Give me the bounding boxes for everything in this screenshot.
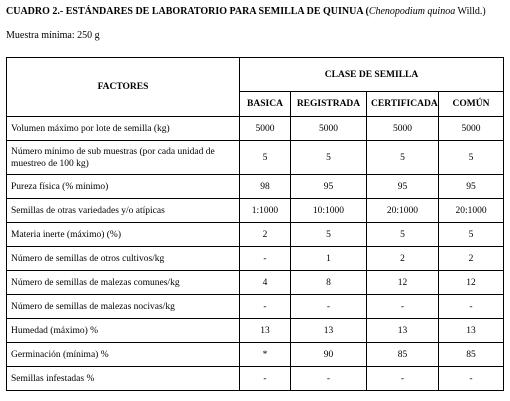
table-row <box>7 199 504 223</box>
value-cell: 4 <box>240 271 291 295</box>
value-cell: - <box>240 247 291 271</box>
value-cell: - <box>439 367 504 391</box>
value-cell: 5 <box>367 141 439 175</box>
value-cell: - <box>439 295 504 319</box>
value-cell: - <box>291 295 367 319</box>
value-cell: 13 <box>367 319 439 343</box>
factor-label: Humedad (máximo) % <box>7 319 240 343</box>
factor-label: Materia inerte (máximo) (%) <box>7 223 240 247</box>
factor-label: Semillas de otras variedades y/o atípicas <box>7 199 240 223</box>
table-row <box>7 141 504 175</box>
factors-header: FACTORES <box>7 58 240 117</box>
value-cell: * <box>240 343 291 367</box>
title-prefix: CUADRO 2.- ESTÁNDARES DE LABORATORIO PARA SEMILLA DE QUINUA ( <box>6 6 369 17</box>
sample-note: Muestra mínima: 250 g <box>6 30 100 41</box>
value-cell: 98 <box>240 175 291 199</box>
value-cell: 1:1000 <box>240 199 291 223</box>
table-row <box>7 247 504 271</box>
factor-label: Pureza física (% mínimo) <box>7 175 240 199</box>
value-cell: 8 <box>291 271 367 295</box>
value-cell: 2 <box>367 247 439 271</box>
header-row <box>7 58 504 92</box>
value-cell: 5 <box>367 223 439 247</box>
table-row <box>7 319 504 343</box>
title-species: Chenopodium quinoa <box>368 6 456 17</box>
value-cell: - <box>240 367 291 391</box>
seed-standards-table <box>6 57 504 391</box>
value-cell: 95 <box>367 175 439 199</box>
value-cell: 95 <box>439 175 504 199</box>
factor-label: Número mínimo de sub muestras (por cada unidad de muestreo de 100 kg) <box>7 141 240 175</box>
column-header-basica: BASICA <box>240 92 291 117</box>
column-header-comun: COMÚN <box>439 92 504 117</box>
factor-label: Número de semillas de malezas nocivas/kg <box>7 295 240 319</box>
value-cell: - <box>367 295 439 319</box>
column-header-certificada: CERTIFICADA <box>367 92 439 117</box>
value-cell: 13 <box>439 319 504 343</box>
factor-label: Semillas infestadas % <box>7 367 240 391</box>
value-cell: 12 <box>439 271 504 295</box>
value-cell: 5000 <box>240 117 291 141</box>
title-author: Willd.) <box>455 6 486 17</box>
seed-class-header: CLASE DE SEMILLA <box>240 58 504 92</box>
factor-label: Volumen máximo por lote de semilla (kg) <box>7 117 240 141</box>
table-row <box>7 367 504 391</box>
value-cell: 1 <box>291 247 367 271</box>
table-row <box>7 175 504 199</box>
factor-label: Germinación (mínima) % <box>7 343 240 367</box>
value-cell: 5 <box>439 223 504 247</box>
table-row <box>7 271 504 295</box>
value-cell: 10:1000 <box>291 199 367 223</box>
value-cell: 12 <box>367 271 439 295</box>
column-header-registrada: REGISTRADA <box>291 92 367 117</box>
value-cell: 5000 <box>367 117 439 141</box>
value-cell: 2 <box>240 223 291 247</box>
value-cell: 20:1000 <box>439 199 504 223</box>
value-cell: 5 <box>291 223 367 247</box>
value-cell: 13 <box>291 319 367 343</box>
value-cell: 2 <box>439 247 504 271</box>
factor-label: Número de semillas de malezas comunes/kg <box>7 271 240 295</box>
value-cell: 5 <box>240 141 291 175</box>
value-cell: 5 <box>291 141 367 175</box>
value-cell: 85 <box>439 343 504 367</box>
table-row <box>7 117 504 141</box>
value-cell: 5000 <box>291 117 367 141</box>
value-cell: - <box>367 367 439 391</box>
document-title <box>6 6 486 17</box>
table-row <box>7 223 504 247</box>
value-cell: 20:1000 <box>367 199 439 223</box>
value-cell: - <box>240 295 291 319</box>
value-cell: 13 <box>240 319 291 343</box>
value-cell: 95 <box>291 175 367 199</box>
table-row <box>7 295 504 319</box>
value-cell: 90 <box>291 343 367 367</box>
value-cell: 5 <box>439 141 504 175</box>
value-cell: 5000 <box>439 117 504 141</box>
factor-label: Número de semillas de otros cultivos/kg <box>7 247 240 271</box>
value-cell: - <box>291 367 367 391</box>
table-row <box>7 343 504 367</box>
value-cell: 85 <box>367 343 439 367</box>
